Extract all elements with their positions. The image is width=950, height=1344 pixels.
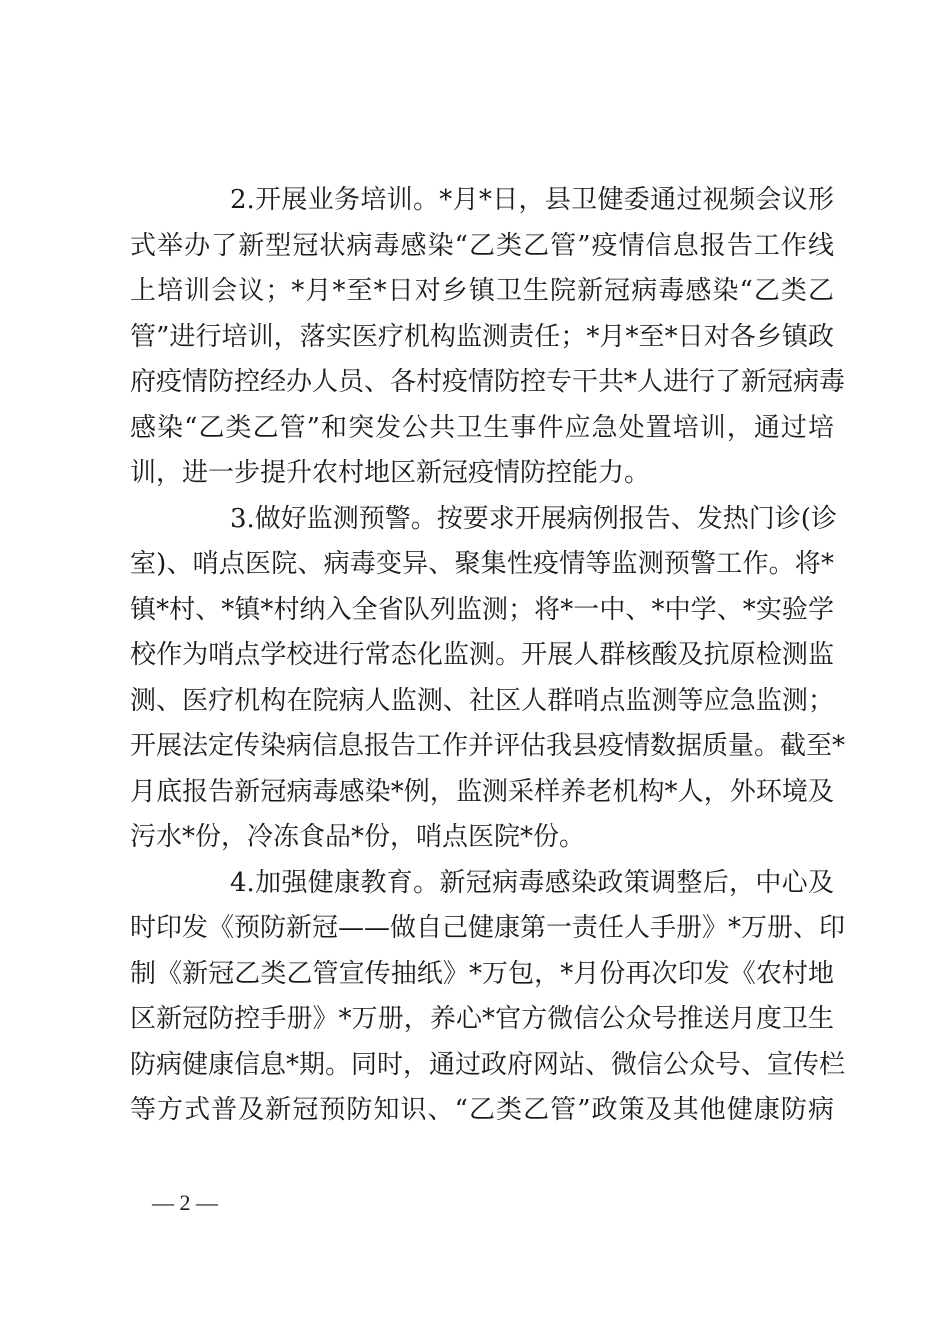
paragraph-line: 等方式普及新冠预防知识、“乙类乙管”政策及其他健康防病 [130, 1095, 834, 1125]
paragraph-line: 开展法定传染病信息报告工作并评估我县疫情数据质量。截至* [130, 731, 846, 761]
paragraph-line: 训，进一步提升农村地区新冠疫情防控能力。 [130, 458, 651, 488]
paragraph-line: 区新冠防控手册》*万册，养心*官方微信公众号推送月度卫生 [130, 1004, 834, 1034]
paragraph-line: 时印发《预防新冠——做自己健康第一责任人手册》*万册、印 [130, 913, 846, 943]
paragraph-line: 管”进行培训，落实医疗机构监测责任；*月*至*日对各乡镇政 [130, 321, 834, 352]
paragraph-line: 感染“乙类乙管”和突发公共卫生事件应急处置培训，通过培 [130, 412, 834, 443]
paragraph-line: 镇*村、*镇*村纳入全省队列监测；将*一中、*中学、*实验学 [130, 594, 834, 625]
paragraph-line: 上培训会议；*月*至*日对乡镇卫生院新冠病毒感染“乙类乙 [130, 276, 834, 306]
paragraph-line: 校作为哨点学校进行常态化监测。开展人群核酸及抗原检测监 [130, 640, 834, 670]
paragraph-3-heading-line: 3.做好监测预警。按要求开展病例报告、发热门诊(诊 [230, 503, 837, 534]
page-number: — 2 — [152, 1190, 218, 1215]
paragraph-line: 测、医疗机构在院病人监测、社区人群哨点监测等应急监测； [130, 685, 834, 716]
paragraph-line: 府疫情防控经办人员、各村疫情防控专干共*人进行了新冠病毒 [130, 367, 846, 397]
paragraph-line: 室)、哨点医院、病毒变异、聚集性疫情等监测预警工作。将* [130, 549, 834, 579]
paragraph-2-heading-line: 2.开展业务培训。*月*日，县卫健委通过视频会议形 [230, 185, 834, 215]
paragraph-line: 污水*份，冷冻食品*份，哨点医院*份。 [130, 822, 586, 852]
paragraph-line: 月底报告新冠病毒感染*例，监测采样养老机构*人，外环境及 [130, 776, 834, 807]
paragraph-line: 式举办了新型冠状病毒感染“乙类乙管”疫情信息报告工作线 [130, 230, 834, 261]
document-body [130, 178, 846, 1134]
paragraph-line: 制《新冠乙类乙管宣传抽纸》*万包，*月份再次印发《农村地 [130, 958, 834, 989]
paragraph-4-heading-line: 4.加强健康教育。新冠病毒感染政策调整后，中心及 [230, 867, 834, 898]
paragraph-line: 防病健康信息*期。同时，通过政府网站、微信公众号、宣传栏 [130, 1049, 846, 1080]
